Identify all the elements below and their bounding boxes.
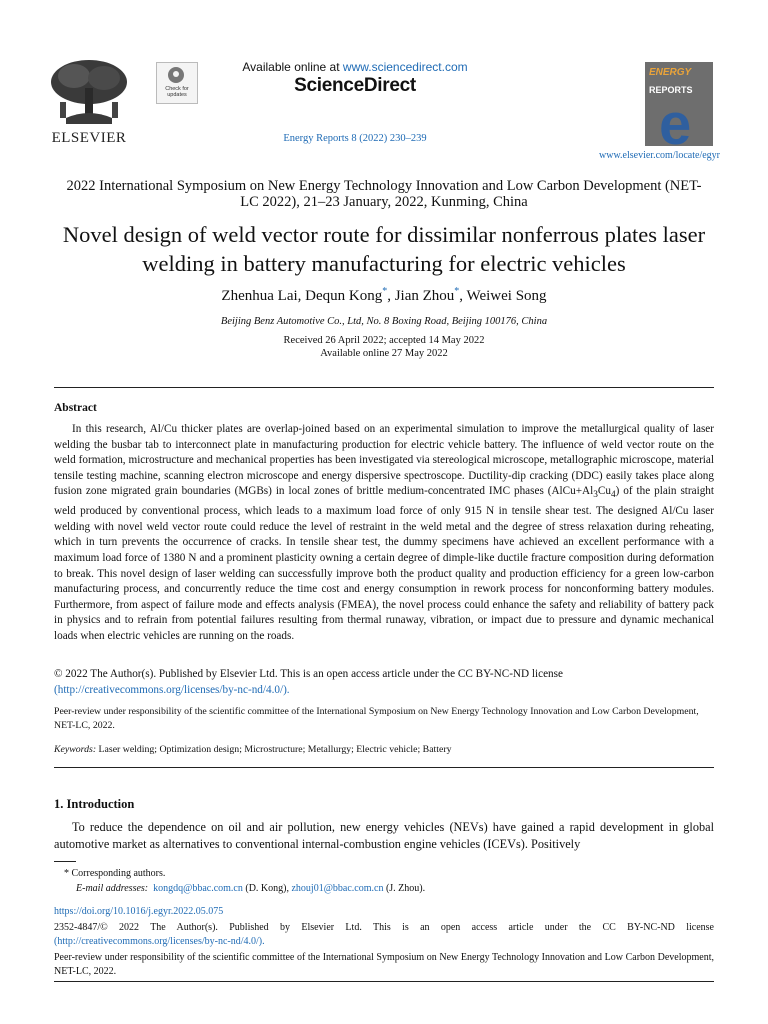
- author-lai: Zhenhua Lai,: [221, 288, 306, 304]
- journal-cover[interactable]: [645, 62, 713, 146]
- email-link-zhou[interactable]: zhouj01@bbac.com.cn: [291, 883, 384, 894]
- cover-title-line2: REPORTS: [649, 85, 693, 95]
- subscript: 3: [593, 490, 598, 501]
- check-updates-label: Check for updates: [165, 86, 189, 98]
- cover-title-line1: ENERGY: [649, 67, 692, 78]
- issn-license-note: [54, 921, 714, 948]
- author-zhou: , Jian Zhou: [387, 288, 455, 304]
- publisher-name: ELSEVIER: [51, 130, 127, 146]
- divider: [54, 981, 714, 982]
- keywords-list: Laser welding; Optimization design; Microstructure; Metallurgy; Electric vehicle; Battery: [96, 744, 452, 755]
- introduction-paragraph: To reduce the dependence on oil and air pollution, new energy vehicles (NEVs) have gained a rapid development in global automotive market as alternatives to conventional internal-combustion engine vehicles (ICEVs). Positively: [54, 820, 714, 851]
- email-owner-kong: (D. Kong),: [242, 883, 292, 894]
- author-kong: Dequn Kong: [305, 288, 383, 304]
- abstract-part-1: In this research, Al/Cu thicker plates are overlap-joined based on an experimental simulation to improve the metallurgical quality of laser welding the busbar tab to interconnect plate in manufacturing production for electric vehicle battery. The influence of weld vector route on the weld formation, microstructure and mechanical properties has been investigated via stereological microscope, metallographic microscope, material tensile testing machine, scanning electron microscope and energy dispersive spectroscope. Ductility-dip cracking (DDC) easily takes place along fusion zone migrated grain boundaries (MGBs) in local zones of brittle medium-concentrated IMC phases (AlCu+Al: [54, 423, 714, 498]
- footnote-mark: *: [64, 868, 69, 879]
- email-link-kong[interactable]: kongdq@bbac.com.cn: [153, 883, 243, 894]
- journal-reference[interactable]: Energy Reports 8 (2022) 230–239: [283, 133, 427, 144]
- keywords-line: [54, 744, 714, 755]
- subscript: 4: [610, 490, 616, 501]
- author-song: , Weiwei Song: [459, 288, 547, 304]
- corresponding-mark[interactable]: *: [454, 286, 460, 297]
- corresponding-label: Corresponding authors.: [69, 868, 166, 879]
- article-dates: [60, 334, 708, 360]
- check-for-updates-badge[interactable]: [156, 62, 198, 104]
- author-list: [60, 286, 708, 305]
- abstract-part-3: ) of the plain straight weld produced by conventional process, which leads to a maximum load force of only 915 N in tensile shear test. The designed Al/Cu laser welding with novel weld vector route could reduce the level of restraint in the weld metal and the degree of stress relaxation during reheating, which in turn prevents the occurrence of cracks. In tensile shear test, the dummy specimens have achieved an excellent performance with a maximum load force of 1380 N and a prominent plasticity owning a certain degree of dimple-like ductile fracture composition during deformation to break. This novel design of laser welding can successfully improve both the product quality and production efficiency for a green low-carbon manufacturing process, and concurrently reduce the time cost and energy consumption in rework process for nonconforming battery modules. Furthermore, from aspect of failure mode and effects analysis (FMEA), the novel process could enhance the safety and reliability of battery pack in physics and to refrain from potential failures resulting from thermal runaway, vibration, or impact due to pressure and dynamic mechanical loads when electric vehicles are running on the roads.: [54, 485, 715, 642]
- cover-e-letter: e: [659, 92, 692, 146]
- sciencedirect-brand: ScienceDirect: [294, 75, 416, 96]
- email-owner-zhou: (J. Zhou).: [383, 883, 426, 894]
- footer-peer-review: Peer-review under responsibility of the scientific committee of the International Symposium on New Energy Technology Innovation and Low Carbon Development, NET-LC, 2022.: [54, 952, 714, 977]
- abstract-body: [54, 422, 714, 645]
- doi-link[interactable]: https://doi.org/10.1016/j.egyr.2022.05.075: [54, 906, 224, 917]
- copyright-line: © 2022 The Author(s). Published by Elsevier Ltd. This is an open access article under the CC BY-NC-ND license: [54, 668, 563, 680]
- keywords-label: Keywords:: [54, 744, 97, 755]
- section-heading-introduction: 1. Introduction: [54, 797, 135, 811]
- available-date: Available online 27 May 2022: [320, 348, 448, 359]
- license-link[interactable]: (http://creativecommons.org/licenses/by-nc-nd/4.0/).: [54, 683, 290, 696]
- footnote-rule: [54, 861, 76, 862]
- affiliation: Beijing Benz Automotive Co., Ltd, No. 8 Boxing Road, Beijing 100176, China: [220, 316, 548, 327]
- divider: [54, 767, 714, 768]
- abstract-heading: Abstract: [54, 402, 97, 414]
- received-date: Received 26 April 2022; accepted 14 May 2022: [283, 335, 485, 346]
- corresponding-mark[interactable]: *: [382, 286, 388, 297]
- footer-license-link[interactable]: (http://creativecommons.org/licenses/by-nc-nd/4.0/).: [54, 935, 265, 947]
- available-online-line: [210, 60, 500, 74]
- symposium-line: 2022 International Symposium on New Energy Technology Innovation and Low Carbon Development (NET-LC 2022), 21–23 January, 2022, Kunming, China: [66, 178, 702, 210]
- corresponding-footnote: [64, 866, 704, 896]
- abstract-copyright: [54, 667, 714, 698]
- issn-text: 2352-4847/© 2022 The Author(s). Published by Elsevier Ltd. This is an open access article under the CC BY-NC-ND license: [54, 922, 714, 933]
- abstract-part-2: Cu: [597, 485, 611, 498]
- article-title: Novel design of weld vector route for dissimilar nonferrous plates laser welding in battery manufacturing for electric vehicles: [62, 222, 706, 276]
- check-updates-icon: [168, 67, 184, 83]
- sciencedirect-link[interactable]: www.sciencedirect.com: [342, 60, 468, 74]
- elsevier-tree-icon: [46, 58, 132, 130]
- peer-review-note: Peer-review under responsibility of the scientific committee of the International Symposium on New Energy Technology Innovation and Low Carbon Development, NET-LC, 2022.: [54, 706, 699, 731]
- available-online-prefix: Available online at: [242, 60, 343, 74]
- elsevier-logo: [34, 50, 144, 150]
- journal-homepage-link[interactable]: www.elsevier.com/locate/egyr: [599, 150, 720, 161]
- divider: [54, 387, 714, 388]
- email-label: E-mail addresses:: [76, 883, 149, 894]
